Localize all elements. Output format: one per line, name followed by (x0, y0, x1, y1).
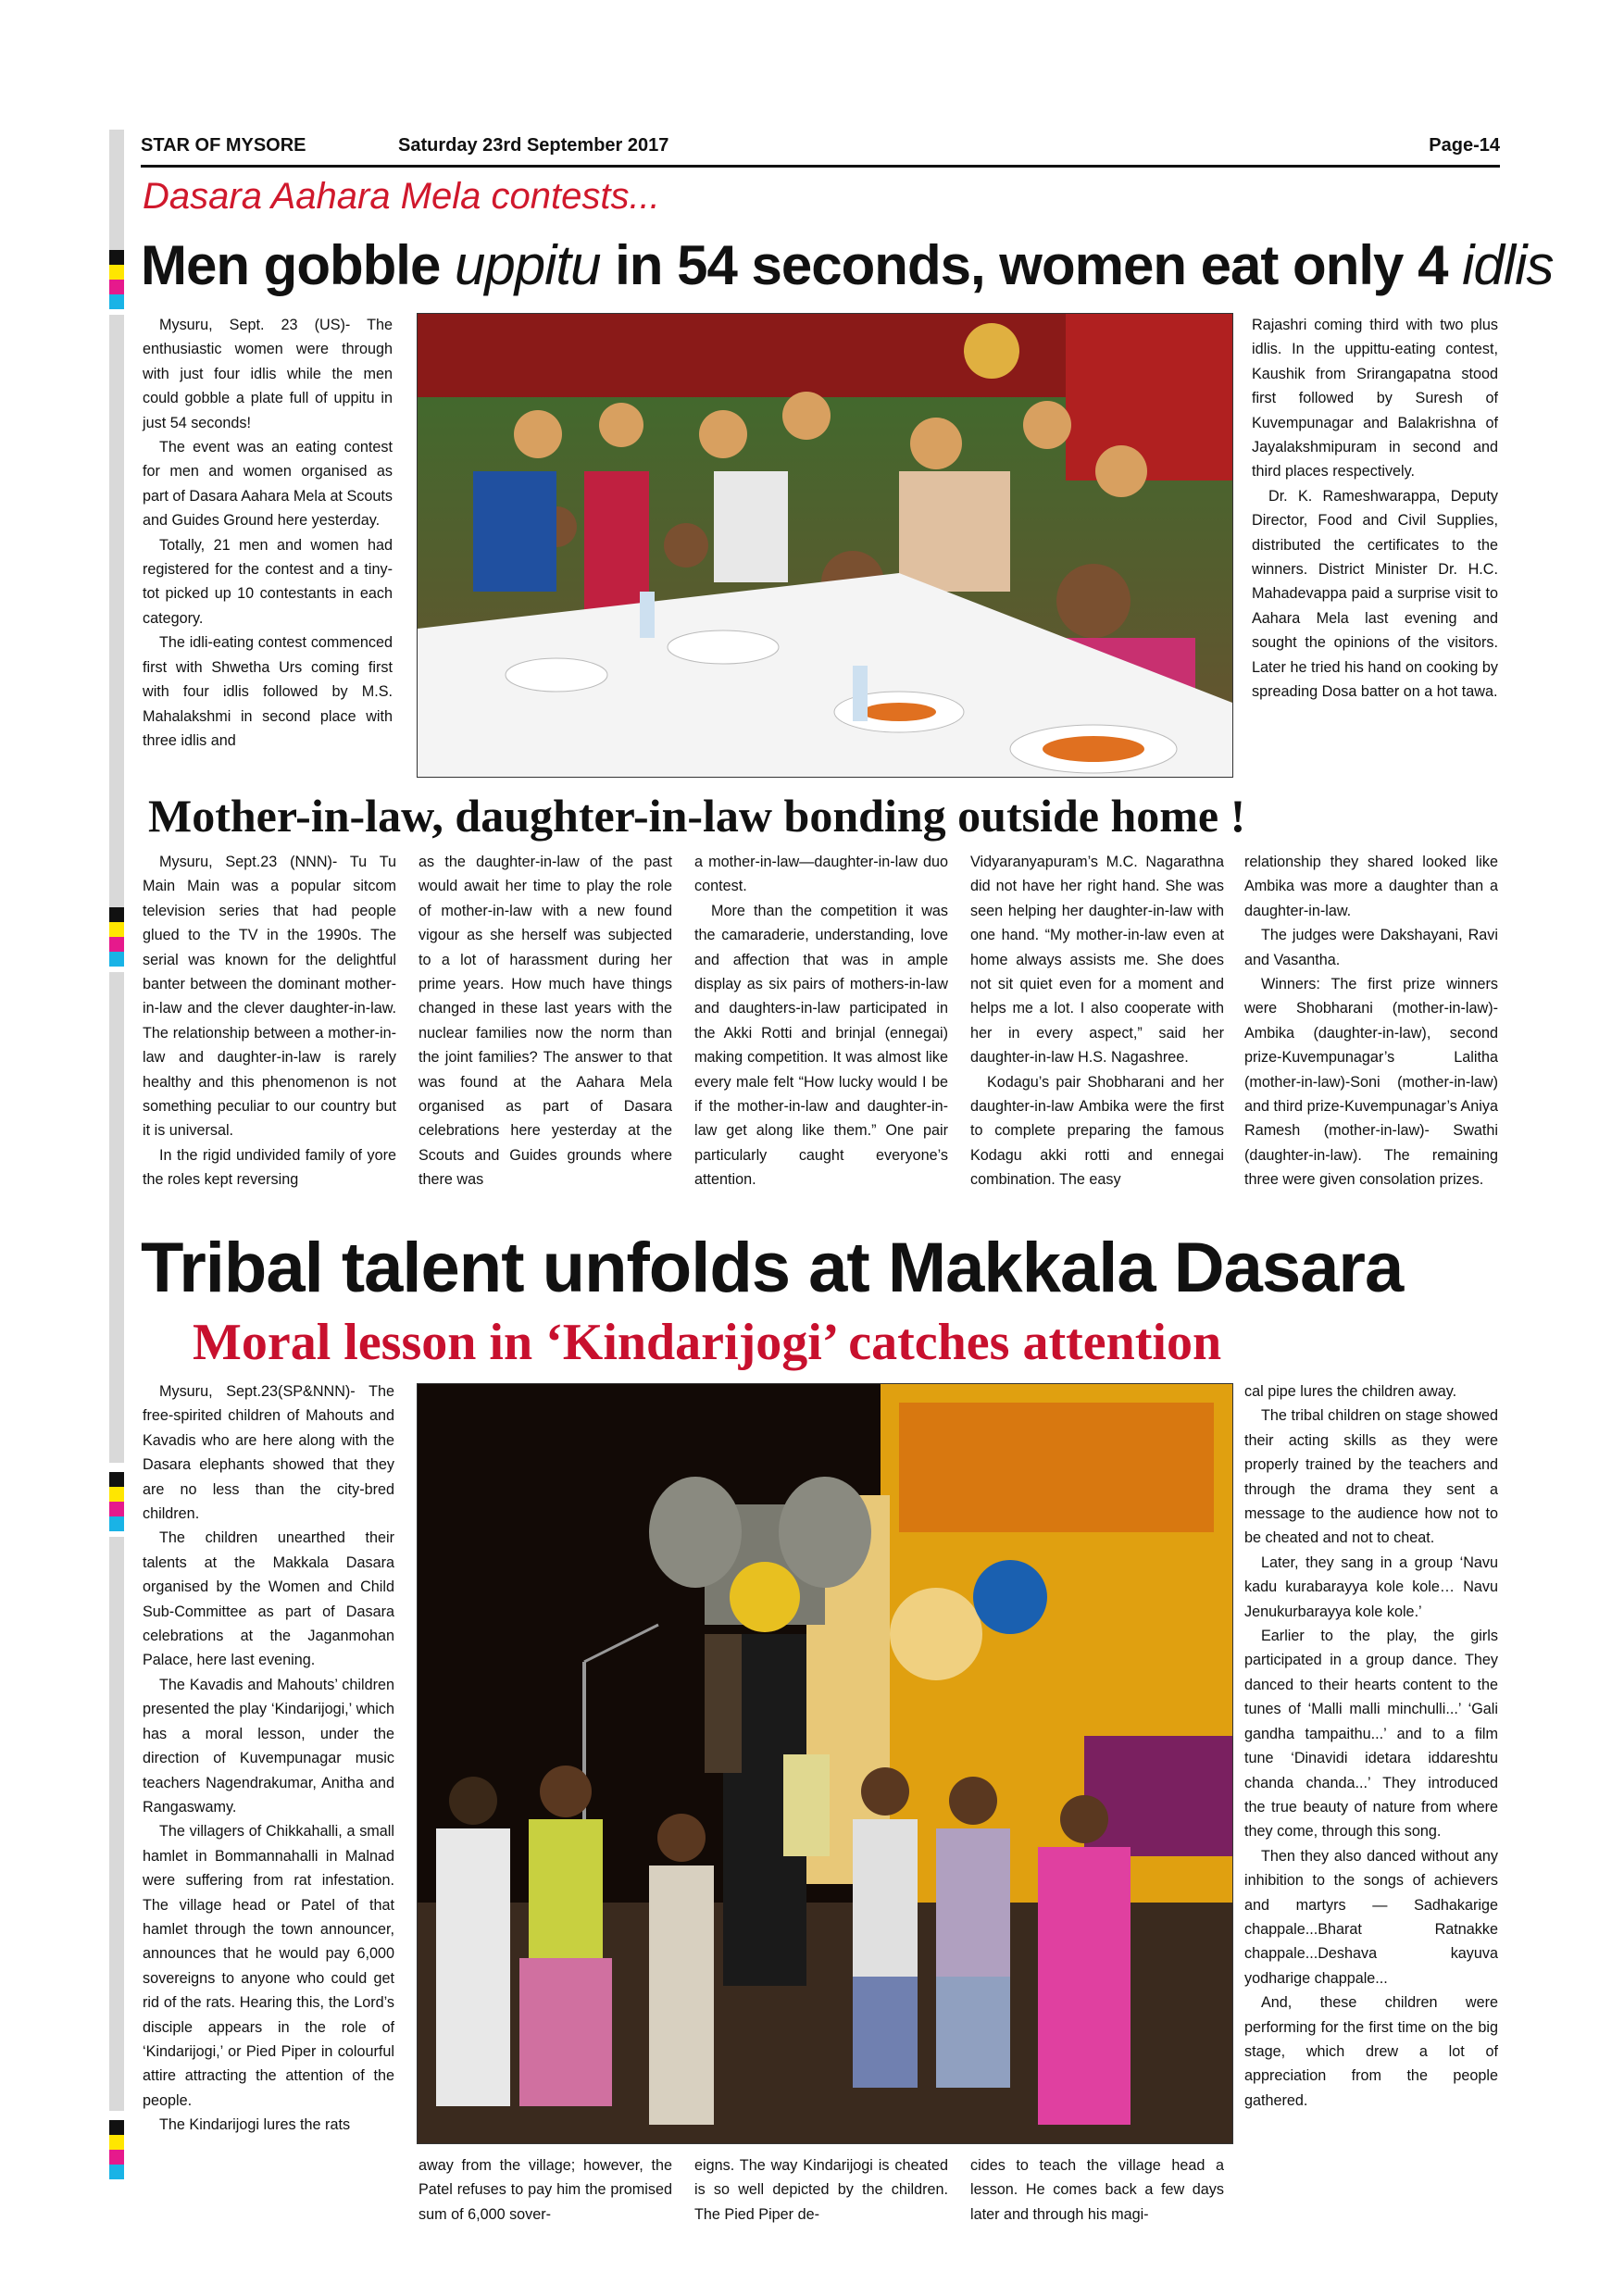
makkala-dasara-stage-photo (417, 1383, 1233, 2144)
eating-contest-photo (417, 313, 1233, 778)
page-number: Page-14 (1429, 135, 1500, 156)
paragraph: cal pipe lures the children away. (1244, 1383, 1457, 1400)
story1-col1 (143, 313, 393, 753)
paragraph: eigns. The way Kindarijogi is cheated is so well depicted by the children. The Pied Piper de- (694, 2157, 948, 2223)
margin-bar-top (109, 130, 124, 250)
story2-col4 (970, 850, 1224, 1192)
margin-bar-mid2 (109, 972, 124, 1463)
paragraph: away from the village; however, the Patel refuses to pay him the promised sum of 6,000 sover- (418, 2157, 672, 2223)
paragraph: Rajashri coming third with two plus idlis. In the uppittu-eating contest, Kaushik from Srirangapatna stood first followed by Suresh of Kuvempunagar and Balakrishna of Jayalakshmipuram in second and third places respectively. (1252, 317, 1498, 480)
issue-date: Saturday 23rd September 2017 (398, 135, 669, 156)
color-registration-marks (109, 1472, 124, 1531)
story3-bottom-col3 (694, 2153, 948, 2227)
paragraph: And, these children were performing for the first time on the big stage, which drew a lot of appreciation from the people gathered. (1244, 1994, 1498, 2109)
masthead (141, 130, 1500, 168)
paragraph: cides to teach the village head a lesson. He comes back a few days later and through his magi- (970, 2157, 1224, 2223)
margin-bar-mid1 (109, 315, 124, 907)
paragraph: Later, they sang in a group ‘Navu kadu kurabarayya kole kole… Navu Jenukurbarayya kole kole.’ (1244, 1554, 1498, 1620)
paragraph: Vidyaranyapuram’s M.C. Nagarathna did not have her right hand. She was seen helping her daughter-in-law with one hand. “My mother-in-law even at home always assists me. She does not sit quiet even for a moment and helps me a lot. I also cooperate with her in every aspect,” said her daughter-in-law H.S. Nagashree. (970, 854, 1224, 1067)
story2-col2 (418, 850, 672, 1192)
story2-col5 (1244, 850, 1498, 1192)
paragraph: as the daughter-in-law of the past would await her time to play the role of mother-in-law with a new found vigour as she herself was subjected to a lot of harassment during her prime years. How much have things changed in these last years with the nuclear families now the norm than the joint families? The answer to that was found at the Aahara Mela organised as part of Dasara celebrations here yesterday at the Scouts and Guides grounds where there was (418, 854, 672, 1189)
story1-headline: Men gobble uppitu in 54 seconds, women eat only 4 idlis (141, 234, 1554, 296)
story3-col5 (1244, 1379, 1498, 2113)
paragraph: The judges were Dakshayani, Ravi and Vasantha. (1244, 927, 1498, 968)
paragraph: More than the competition it was the camaraderie, understanding, love and affection that was in ample display as six pairs of mothers-in-law and daughters-in-law participated in the Akki Rotti and brinjal (ennegai) making competition. It was almost like every male felt “How lucky would I be if the mother-in-law and daughter-in-law get along like them.” One pair particularly caught everyone’s attention. (694, 902, 948, 1189)
color-registration-marks (109, 907, 124, 967)
story3-headline: Tribal talent unfolds at Makkala Dasara (141, 1229, 1404, 1307)
story3-subhead: Moral lesson in ‘Kindarijogi’ catches attention (193, 1314, 1222, 1371)
story2-col1 (143, 850, 396, 1192)
paragraph: relationship they shared looked like Ambika was more a daughter than a daughter-in-law. (1244, 854, 1498, 919)
margin-bar-mid3 (109, 1537, 124, 2111)
paragraph: The tribal children on stage showed their acting skills as they were properly trained by the teachers and through the drama they sent a message to the audience how not to be cheated and not to cheat. (1244, 1407, 1498, 1547)
paragraph: Totally, 21 men and women had registered for the contest and a tiny-tot picked up 10 contestants in each category. (143, 536, 393, 627)
color-registration-marks (109, 250, 124, 309)
paragraph: Winners: The first prize winners were Shobharani (mother-in-law)-Ambika (daughter-in-law), second prize-Kuvempunagar’s Lalitha (mother-in-law)-Soni (mother-in-law) and third prize-Kuvempunagar’s Aniya Ramesh (mother-in-law)- Swathi (daughter-in-law). The remaining three were given consolation prizes. (1244, 976, 1498, 1189)
paper-name: STAR OF MYSORE (141, 135, 306, 156)
story2-headline: Mother-in-law, daughter-in-law bonding outside home ! (148, 790, 1246, 842)
paragraph: The idli-eating contest commenced first with Shwetha Urs coming first with four idlis followed by M.S. Mahalakshmi in second place with three idlis and (143, 634, 393, 749)
story1-kicker: Dasara Aahara Mela contests... (143, 176, 660, 217)
paragraph: The villagers of Chikkahalli, a small hamlet in Bommannahalli in Malnad were suffering from rat infestation. The village head or Patel of that hamlet through the town announcer, announces that he would pay 6,000 sovereigns to anyone who could get rid of the rats. Hearing this, the Lord’s disciple appears in the role of ‘Kindarijogi,’ or Pied Piper in colourful attire attracting the attention of the people. (143, 1823, 394, 2109)
paragraph: Mysuru, Sept.23 (NNN)- Tu Tu Main Main was a popular sitcom television series that had people glued to the TV in the 1990s. The serial was known for the delightful banter between the dominant mother-in-law and the clever daughter-in-law. The relationship between a mother-in-law and daughter-in-law is rarely healthy and this phenomenon is not something peculiar to our country but it is universal. (143, 854, 396, 1140)
paragraph: The event was an eating contest for men and women organised as part of Dasara Aahara Mela at Scouts and Guides Ground here yesterday. (143, 439, 393, 530)
color-registration-marks (109, 2120, 124, 2179)
paragraph: Earlier to the play, the girls participated in a group dance. They danced to their hearts content to the tunes of ‘Malli malli minchulli...’ ‘Gali gandha tampaithu...’ and to a film tune ‘Dinavidi idetara iddareshtu chanda chanda...’ They introduced the true beauty of nature from where they come, through this song. (1244, 1628, 1498, 1841)
story2-col3 (694, 850, 948, 1192)
story3-bottom-col4 (970, 2153, 1224, 2227)
paragraph: In the rigid undivided family of yore the roles kept reversing (143, 1146, 396, 1189)
paragraph: Mysuru, Sept.23(SP&NNN)- The free-spirited children of Mahouts and Kavadis who are here along with the Dasara elephants showed that they are no less than the city-bred children. (143, 1383, 394, 1523)
paragraph: a mother-in-law—daughter-in-law duo contest. (694, 854, 948, 895)
paragraph: The children unearthed their talents at the Makkala Dasara organised by the Women and Child Sub-Committee as part of Dasara celebrations at the Jaganmohan Palace, here last evening. (143, 1529, 394, 1669)
story3-col1 (143, 1379, 394, 2138)
paragraph: Kodagu’s pair Shobharani and her daughter-in-law Ambika were the first to complete preparing the famous Kodagu akki rotti and ennegai combination. The easy (970, 1073, 1224, 1189)
paragraph: Then they also danced without any inhibition to the songs of achievers and martyrs — Sadhakarige chappale...Bharat Ratnakke chappale...Deshava kayuva yodharige chappale... (1244, 1847, 1498, 1987)
story1-col2 (1252, 313, 1498, 705)
paragraph: Dr. K. Rameshwarappa, Deputy Director, Food and Civil Supplies, distributed the certificates to the winners. District Minister Dr. H.C. Mahadevappa paid a surprise visit to Aahara Mela last evening and sought the opinions of the visitors. Later he tried his hand on cooking by spreading Dosa batter on a hot tawa. (1252, 487, 1498, 701)
story3-bottom-col2 (418, 2153, 672, 2227)
paragraph: The Kindarijogi lures the rats (159, 2116, 351, 2134)
paragraph: The Kavadis and Mahouts’ children presented the play ‘Kindarijogi,’ which has a moral lesson, under the direction of Kuvempunagar music teachers Nagendrakumar, Anitha and Rangaswamy. (143, 1676, 394, 1816)
paragraph: Mysuru, Sept. 23 (US)- The enthusiastic women were through with just four idlis while the men could gobble a plate full of uppitu in just 54 seconds! (143, 317, 393, 431)
